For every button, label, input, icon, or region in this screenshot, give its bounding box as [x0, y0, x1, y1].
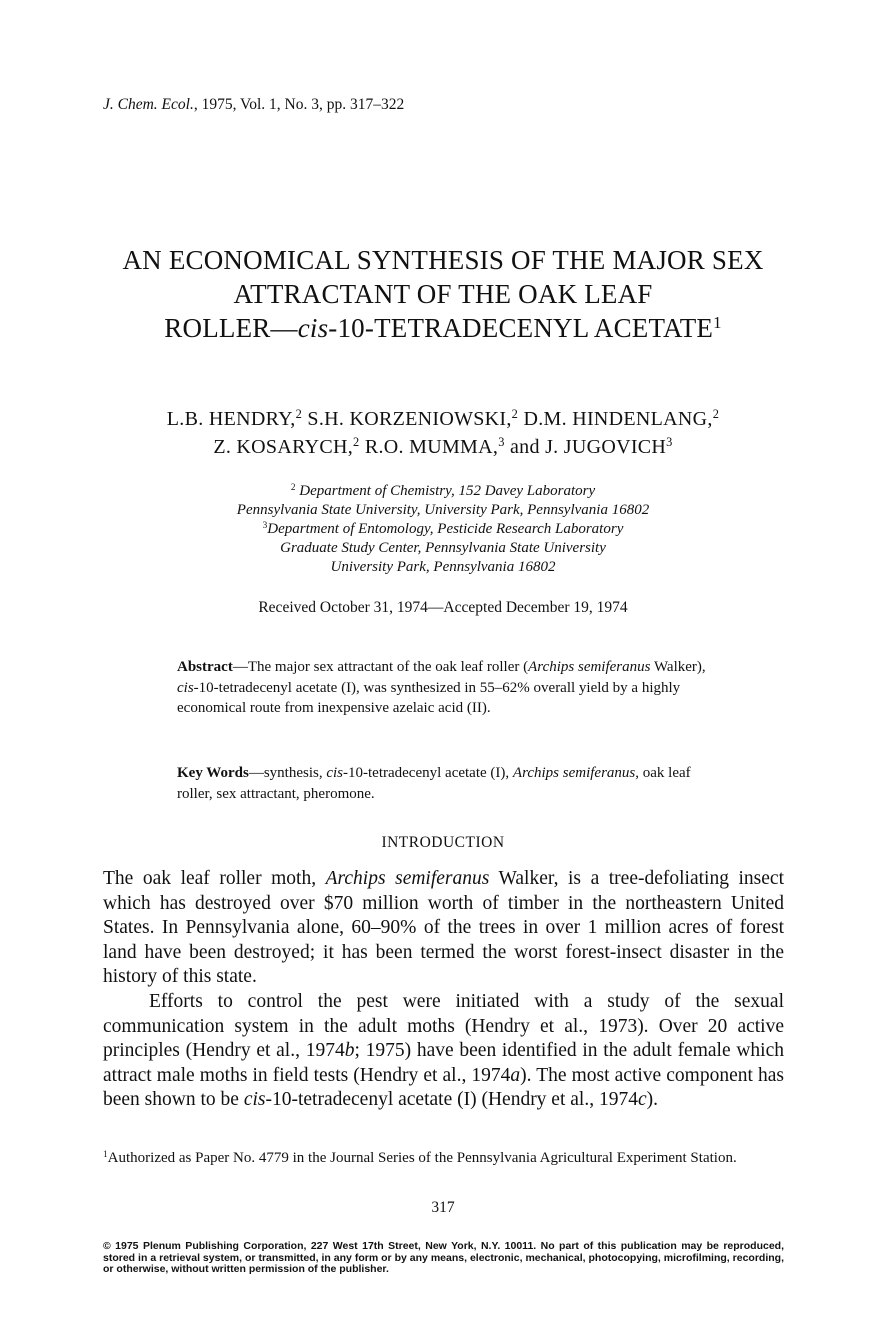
- author-list: [60, 405, 826, 461]
- affiliations: [60, 482, 826, 577]
- author: and J. JUGOVICH: [510, 436, 667, 458]
- paper-title: [60, 243, 826, 345]
- affiliation-line: $^2$ Department of Chemistry, 152 Davey Laboratory: [290, 482, 596, 499]
- footnote-mark: 1: [103, 1149, 108, 1160]
- page-number: 317: [431, 1199, 455, 1216]
- keywords-label: Key Words: [177, 765, 249, 781]
- author-line-1: L.B. HENDRY,$^2$ S.H. KORZENIOWSKI,$^2$ D.M. HINDENLANG,$^2$: [166, 407, 720, 430]
- paragraph: The oak leaf roller moth, Archips semiferanus Walker, is a tree-defoliating insect which has destroyed over $70 million worth of timber in the northeastern United States. In Pennsylvania alone, 60–90% of the trees in over 1 million acres of forest land have been destroyed; it has been termed the worst forest-insect disaster in the history of this state.: [103, 868, 784, 988]
- section-heading-introduction: INTRODUCTION: [381, 834, 505, 851]
- author-line-2: Z. KOSARYCH,$^2$ R.O. MUMMA,$^3$ and J. JUGOVICH$^3$: [213, 435, 673, 458]
- affiliation-line: University Park, Pennsylvania 16802: [330, 559, 556, 575]
- received-dates: Received October 31, 1974—Accepted December 19, 1974: [258, 599, 628, 616]
- author: D.M. HINDENLANG,: [523, 408, 713, 430]
- keywords: Key Words—synthesis, cis-10-tetradecenyl acetate (I), Archips semiferanus, oak leaf roller, sex attractant, pheromone.: [177, 765, 691, 802]
- journal-name: J. Chem. Ecol.: [103, 96, 194, 113]
- title-footnote-mark: 1: [713, 312, 722, 332]
- title-line-1: AN ECONOMICAL SYNTHESIS OF THE MAJOR SEX: [122, 245, 764, 275]
- title-line-3: ROLLER—cis-10-TETRADECENYL ACETATE$^1$: [164, 312, 722, 343]
- citation-details: , 1975, Vol. 1, No. 3, pp. 317–322: [193, 96, 405, 113]
- footnote: [103, 1149, 796, 1167]
- copyright-notice: © 1975 Plenum Publishing Corporation, 227 West 17th Street, New York, N.Y. 10011. No part of this publication may be reproduced, stored in a retrieval system, or transmitted, in any form or by any means, electronic, mechanical, photocopying, microfilming, recording, or otherwise, without written permission of the publisher.: [103, 1240, 784, 1275]
- footnote-text: Authorized as Paper No. 4779 in the Journal Series of the Pennsylvania Agricultural Experiment Station.: [107, 1150, 737, 1166]
- journal-citation: [103, 96, 404, 114]
- affiliation-line: Pennsylvania State University, University Park, Pennsylvania 16802: [236, 502, 650, 518]
- title-line-2: ATTRACTANT OF THE OAK LEAF: [233, 279, 653, 309]
- abstract-label: Abstract: [177, 659, 233, 675]
- abstract: Abstract—The major sex attractant of the oak leaf roller (Archips semiferanus Walker), cis-10-tetradecenyl acetate (I), was synthesized in 55–62% overall yield by a highly economical route from inexpensive azelaic acid (II).: [177, 659, 706, 716]
- paragraph: Efforts to control the pest were initiated with a study of the sexual communication system in the adult moths (Hendry et al., 1973). Over 20 active principles (Hendry et al., 1974b; 1975) have been identified in the adult female which attract male moths in field tests (Hendry et al., 1974a). The most active component has been shown to be cis-10-tetradecenyl acetate (I) (Hendry et al., 1974c).: [103, 990, 784, 1111]
- body-text: [103, 867, 784, 1113]
- author: Z. KOSARYCH,: [213, 436, 354, 458]
- affiliation-line: Graduate Study Center, Pennsylvania State University: [280, 540, 606, 556]
- author: L.B. HENDRY,: [166, 408, 296, 430]
- author: R.O. MUMMA,: [364, 436, 499, 458]
- author: S.H. KORZENIOWSKI,: [307, 408, 512, 430]
- affiliation-line: $^3$Department of Entomology, Pesticide Research Laboratory: [262, 520, 624, 537]
